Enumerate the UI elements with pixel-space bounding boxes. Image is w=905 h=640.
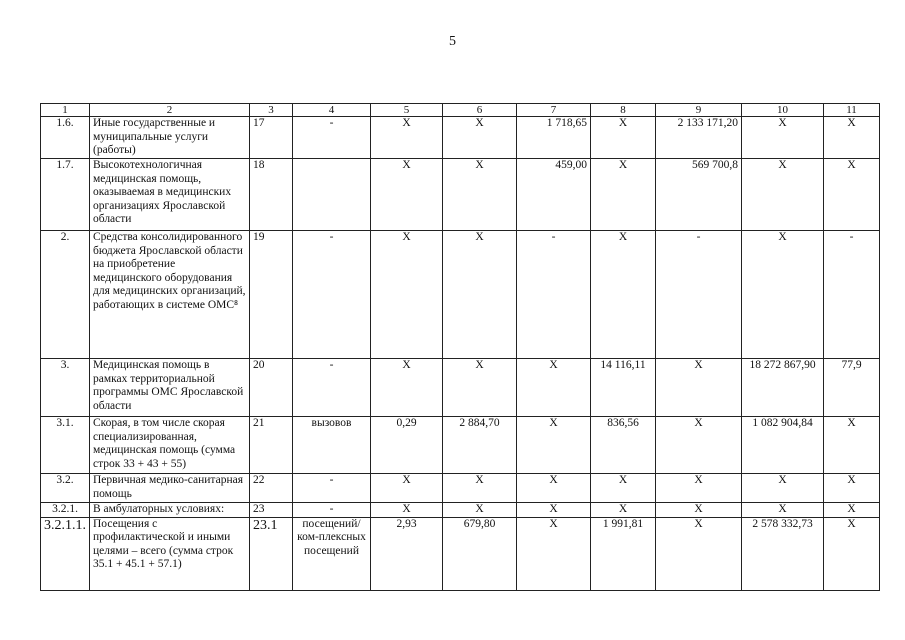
- cell-col11: 77,9: [824, 359, 880, 417]
- table-row: [41, 417, 880, 474]
- table-row: [41, 159, 880, 231]
- row-unit: -: [293, 503, 371, 518]
- row-code: 17: [250, 117, 293, 159]
- row-code: 21: [250, 417, 293, 474]
- cell-col10: Х: [742, 231, 824, 359]
- cell-col9: Х: [656, 517, 742, 590]
- cell-col5: Х: [371, 117, 443, 159]
- row-number: 1.6.: [41, 117, 90, 159]
- cell-col7: Х: [517, 517, 591, 590]
- header-cell: 5: [371, 104, 443, 117]
- cell-col7: -: [517, 231, 591, 359]
- row-name: Средства консолидированного бюджета Ярославской области на приобретение медицинского оборудования для медицинских организаций, работающих в системе ОМС⁸: [90, 231, 250, 359]
- row-unit: -: [293, 231, 371, 359]
- row-code: 19: [250, 231, 293, 359]
- row-number: 3.2.: [41, 474, 90, 503]
- table-row: [41, 117, 880, 159]
- cell-col6: Х: [443, 474, 517, 503]
- row-unit: посещений/ком-плексных посещений: [293, 517, 371, 590]
- cell-col9: Х: [656, 359, 742, 417]
- row-name: Иные государственные и муниципальные услуги (работы): [90, 117, 250, 159]
- row-number: 3.1.: [41, 417, 90, 474]
- row-code: 18: [250, 159, 293, 231]
- cell-col11: Х: [824, 117, 880, 159]
- cell-col8: Х: [591, 474, 656, 503]
- cell-col5: 2,93: [371, 517, 443, 590]
- cell-col6: Х: [443, 117, 517, 159]
- row-code: 23: [250, 503, 293, 518]
- cell-col7: Х: [517, 474, 591, 503]
- cell-col9: Х: [656, 474, 742, 503]
- cell-col5: Х: [371, 503, 443, 518]
- row-name: Высокотехнологичная медицинская помощь, оказываемая в медицинских организациях Ярославской области: [90, 159, 250, 231]
- header-cell: 9: [656, 104, 742, 117]
- row-name: Медицинская помощь в рамках территориальной программы ОМС Ярославской области: [90, 359, 250, 417]
- cell-col11: Х: [824, 474, 880, 503]
- header-cell: 1: [41, 104, 90, 117]
- cell-col9: Х: [656, 503, 742, 518]
- cell-col10: Х: [742, 503, 824, 518]
- cell-col6: Х: [443, 359, 517, 417]
- cell-col9: 2 133 171,20: [656, 117, 742, 159]
- cell-col11: Х: [824, 159, 880, 231]
- cell-col11: -: [824, 231, 880, 359]
- cell-col10: Х: [742, 159, 824, 231]
- header-cell: 4: [293, 104, 371, 117]
- row-number: 2.: [41, 231, 90, 359]
- header-cell: 6: [443, 104, 517, 117]
- cell-col8: Х: [591, 503, 656, 518]
- header-cell: 10: [742, 104, 824, 117]
- cell-col9: Х: [656, 417, 742, 474]
- header-cell: 8: [591, 104, 656, 117]
- cell-col8: 836,56: [591, 417, 656, 474]
- cell-col5: Х: [371, 231, 443, 359]
- cell-col8: Х: [591, 117, 656, 159]
- row-unit: вызовов: [293, 417, 371, 474]
- cell-col9: 569 700,8: [656, 159, 742, 231]
- cell-col7: Х: [517, 417, 591, 474]
- cell-col5: 0,29: [371, 417, 443, 474]
- row-code: 22: [250, 474, 293, 503]
- row-unit: [293, 159, 371, 231]
- cell-col10: 18 272 867,90: [742, 359, 824, 417]
- row-code: 23.1: [250, 517, 293, 590]
- cell-col10: Х: [742, 117, 824, 159]
- row-number: 3.2.1.: [41, 503, 90, 518]
- table-row: [41, 503, 880, 518]
- row-number: 1.7.: [41, 159, 90, 231]
- header-cell: 3: [250, 104, 293, 117]
- cell-col10: 2 578 332,73: [742, 517, 824, 590]
- row-name: Скорая, в том числе скорая специализированная, медицинская помощь (сумма строк 33 + 43 + 55): [90, 417, 250, 474]
- cell-col5: Х: [371, 159, 443, 231]
- table-header-row: [41, 104, 880, 117]
- cell-col8: Х: [591, 231, 656, 359]
- table-row: [41, 517, 880, 590]
- cell-col5: Х: [371, 359, 443, 417]
- cell-col7: 1 718,65: [517, 117, 591, 159]
- row-code: 20: [250, 359, 293, 417]
- table-row: [41, 231, 880, 359]
- row-unit: -: [293, 474, 371, 503]
- row-unit: -: [293, 117, 371, 159]
- cell-col9: -: [656, 231, 742, 359]
- cell-col6: Х: [443, 159, 517, 231]
- cell-col7: Х: [517, 359, 591, 417]
- cell-col8: 1 991,81: [591, 517, 656, 590]
- cell-col6: 2 884,70: [443, 417, 517, 474]
- cell-col6: Х: [443, 231, 517, 359]
- row-name: Первичная медико-санитарная помощь: [90, 474, 250, 503]
- row-number: 3.: [41, 359, 90, 417]
- cell-col6: 679,80: [443, 517, 517, 590]
- row-number: 3.2.1.1.: [41, 517, 90, 590]
- cell-col8: Х: [591, 159, 656, 231]
- cell-col11: Х: [824, 417, 880, 474]
- table-row: [41, 359, 880, 417]
- header-cell: 11: [824, 104, 880, 117]
- row-name: Посещения с профилактической и иными целями – всего (сумма строк 35.1 + 45.1 + 57.1): [90, 517, 250, 590]
- cell-col7: 459,00: [517, 159, 591, 231]
- cell-col6: Х: [443, 503, 517, 518]
- header-cell: 2: [90, 104, 250, 117]
- data-table: [40, 103, 880, 591]
- cell-col10: 1 082 904,84: [742, 417, 824, 474]
- header-cell: 7: [517, 104, 591, 117]
- table-row: [41, 474, 880, 503]
- cell-col10: Х: [742, 474, 824, 503]
- cell-col7: Х: [517, 503, 591, 518]
- cell-col8: 14 116,11: [591, 359, 656, 417]
- cell-col5: Х: [371, 474, 443, 503]
- row-unit: -: [293, 359, 371, 417]
- cell-col11: Х: [824, 503, 880, 518]
- page-number: 5: [449, 34, 456, 49]
- row-name: В амбулаторных условиях:: [90, 503, 250, 518]
- cell-col11: Х: [824, 517, 880, 590]
